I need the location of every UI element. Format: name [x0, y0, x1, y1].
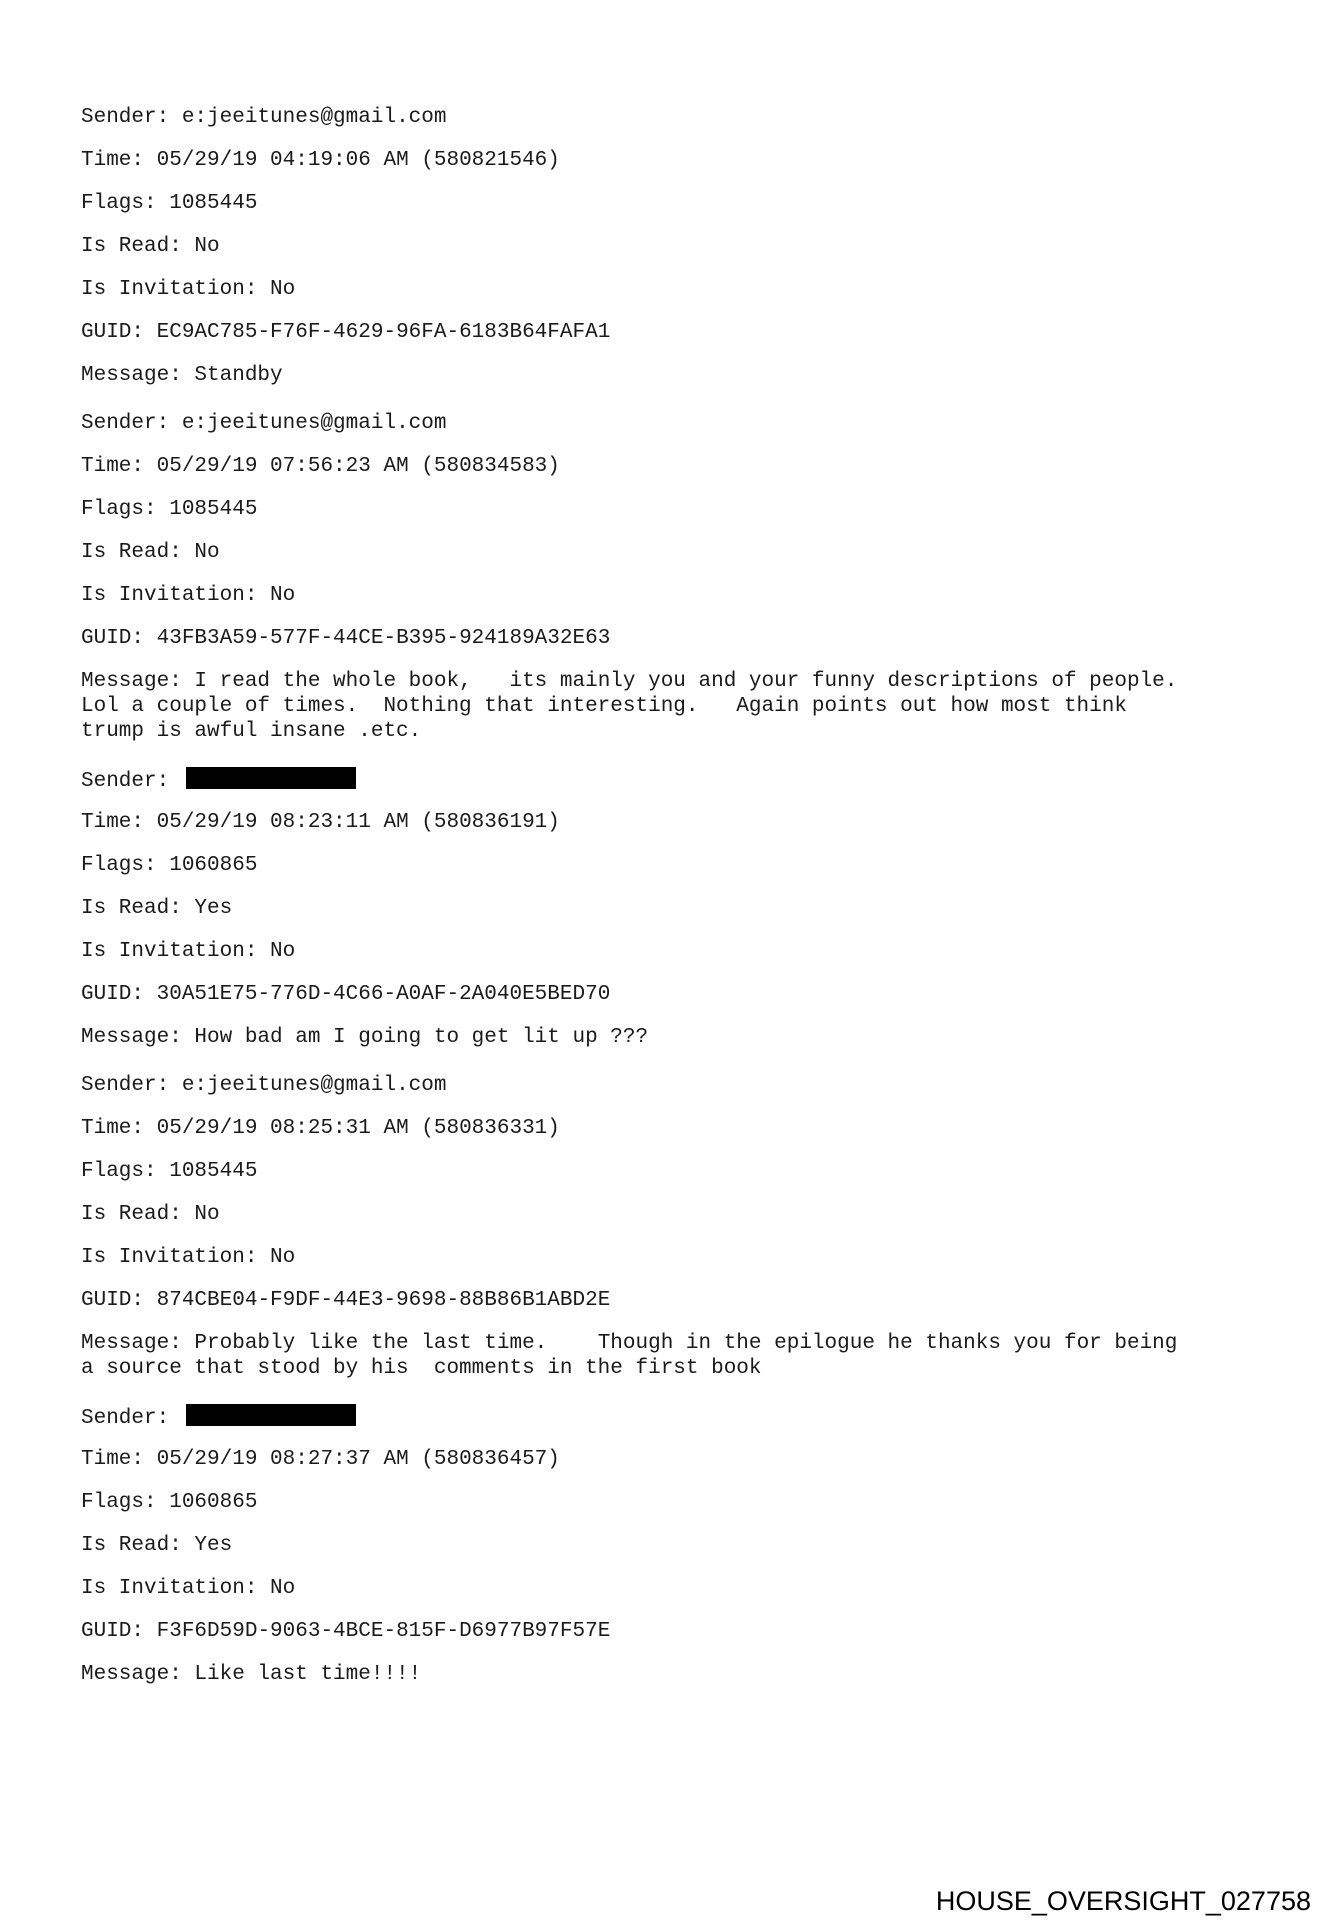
is-read-line	[81, 1533, 1281, 1558]
bates-number: HOUSE_OVERSIGHT_027758	[935, 1886, 1311, 1916]
sender-label: Sender:	[81, 770, 182, 793]
flags-line	[81, 497, 1281, 522]
is-invitation-line	[81, 583, 1281, 608]
is-invitation-line	[81, 939, 1281, 964]
time-label: Time:	[81, 455, 157, 478]
is-invitation-line	[81, 277, 1281, 302]
is-read-label: Is Read:	[81, 235, 195, 258]
message-value: Probably like the last time. Though in the epilogue he thanks you for being a source that stood by his comments in the first book	[81, 1332, 1178, 1380]
time-label: Time:	[81, 1117, 157, 1140]
flags-value: 1085445	[169, 192, 258, 215]
message-value: Standby	[194, 364, 283, 387]
is-read-line	[81, 540, 1281, 565]
time-line	[81, 810, 1281, 835]
message-label: Message:	[81, 670, 195, 693]
is-read-value: No	[194, 541, 220, 564]
flags-line	[81, 853, 1281, 878]
guid-label: GUID:	[81, 1620, 157, 1643]
is-invitation-value: No	[270, 278, 296, 301]
guid-line	[81, 982, 1281, 1007]
flags-value: 1060865	[169, 854, 258, 877]
time-line	[81, 1447, 1281, 1472]
sender-label: Sender:	[81, 412, 182, 435]
is-invitation-label: Is Invitation:	[81, 1246, 271, 1269]
message-value: I read the whole book, its mainly you and your funny descriptions of people. Lol a couple of times. Nothing that interesting. Again points out how most think trump is awful insane .etc.	[81, 670, 1178, 743]
message-record	[81, 1073, 1281, 1381]
guid-value: 30A51E75-776D-4C66-A0AF-2A040E5BED70	[156, 983, 611, 1006]
time-label: Time:	[81, 149, 157, 172]
flags-label: Flags:	[81, 1160, 170, 1183]
is-read-line	[81, 896, 1281, 921]
is-invitation-line	[81, 1576, 1281, 1601]
message-label: Message:	[81, 364, 195, 387]
message-line	[81, 669, 1281, 744]
is-read-value: Yes	[194, 1534, 233, 1557]
is-read-value: No	[194, 235, 220, 258]
message-line	[81, 1331, 1281, 1381]
message-record	[81, 105, 1281, 388]
message-label: Message:	[81, 1332, 195, 1355]
sender-value: e:jeeitunes@gmail.com	[181, 412, 447, 435]
sender-line	[81, 105, 1281, 130]
guid-value: 874CBE04-F9DF-44E3-9698-88B86B1ABD2E	[156, 1289, 611, 1312]
message-record	[81, 1404, 1281, 1687]
sender-label: Sender:	[81, 106, 182, 129]
sender-value: e:jeeitunes@gmail.com	[181, 1074, 447, 1097]
redaction-box	[186, 1404, 356, 1426]
time-line	[81, 148, 1281, 173]
flags-value: 1060865	[169, 1491, 258, 1514]
guid-line	[81, 1288, 1281, 1313]
message-record	[81, 767, 1281, 1050]
message-value: How bad am I going to get lit up ???	[194, 1026, 649, 1049]
time-line	[81, 454, 1281, 479]
is-read-label: Is Read:	[81, 541, 195, 564]
flags-line	[81, 1159, 1281, 1184]
is-read-label: Is Read:	[81, 1534, 195, 1557]
message-line	[81, 1025, 1281, 1050]
sender-value: e:jeeitunes@gmail.com	[181, 106, 447, 129]
is-invitation-label: Is Invitation:	[81, 940, 271, 963]
is-read-line	[81, 234, 1281, 259]
is-read-value: No	[194, 1203, 220, 1226]
message-line	[81, 363, 1281, 388]
flags-label: Flags:	[81, 1491, 170, 1514]
guid-label: GUID:	[81, 321, 157, 344]
is-invitation-value: No	[270, 1246, 296, 1269]
is-invitation-label: Is Invitation:	[81, 1577, 271, 1600]
sender-line	[81, 1073, 1281, 1098]
guid-label: GUID:	[81, 1289, 157, 1312]
is-invitation-label: Is Invitation:	[81, 584, 271, 607]
is-invitation-value: No	[270, 584, 296, 607]
flags-label: Flags:	[81, 192, 170, 215]
message-record	[81, 411, 1281, 744]
guid-label: GUID:	[81, 983, 157, 1006]
guid-line	[81, 1619, 1281, 1644]
time-value: 05/29/19 04:19:06 AM (580821546)	[156, 149, 560, 172]
flags-line	[81, 1490, 1281, 1515]
flags-value: 1085445	[169, 498, 258, 521]
flags-label: Flags:	[81, 498, 170, 521]
time-value: 05/29/19 08:25:31 AM (580836331)	[156, 1117, 560, 1140]
message-value: Like last time!!!!	[194, 1663, 422, 1686]
guid-label: GUID:	[81, 627, 157, 650]
time-value: 05/29/19 08:27:37 AM (580836457)	[156, 1448, 560, 1471]
is-invitation-label: Is Invitation:	[81, 278, 271, 301]
flags-line	[81, 191, 1281, 216]
message-line	[81, 1662, 1281, 1687]
is-read-label: Is Read:	[81, 1203, 195, 1226]
time-line	[81, 1116, 1281, 1141]
guid-line	[81, 320, 1281, 345]
redaction-box	[186, 767, 356, 789]
is-invitation-value: No	[270, 1577, 296, 1600]
message-label: Message:	[81, 1026, 195, 1049]
time-label: Time:	[81, 1448, 157, 1471]
time-value: 05/29/19 07:56:23 AM (580834583)	[156, 455, 560, 478]
is-read-line	[81, 1202, 1281, 1227]
time-label: Time:	[81, 811, 157, 834]
flags-label: Flags:	[81, 854, 170, 877]
sender-line	[81, 767, 1281, 792]
message-label: Message:	[81, 1663, 195, 1686]
guid-value: F3F6D59D-9063-4BCE-815F-D6977B97F57E	[156, 1620, 611, 1643]
is-read-value: Yes	[194, 897, 233, 920]
flags-value: 1085445	[169, 1160, 258, 1183]
sender-line	[81, 1404, 1281, 1429]
sender-line	[81, 411, 1281, 436]
is-invitation-value: No	[270, 940, 296, 963]
is-read-label: Is Read:	[81, 897, 195, 920]
time-value: 05/29/19 08:23:11 AM (580836191)	[156, 811, 560, 834]
message-records	[81, 105, 1281, 1710]
guid-line	[81, 626, 1281, 651]
guid-value: EC9AC785-F76F-4629-96FA-6183B64FAFA1	[156, 321, 611, 344]
is-invitation-line	[81, 1245, 1281, 1270]
sender-label: Sender:	[81, 1074, 182, 1097]
sender-label: Sender:	[81, 1407, 182, 1430]
guid-value: 43FB3A59-577F-44CE-B395-924189A32E63	[156, 627, 611, 650]
